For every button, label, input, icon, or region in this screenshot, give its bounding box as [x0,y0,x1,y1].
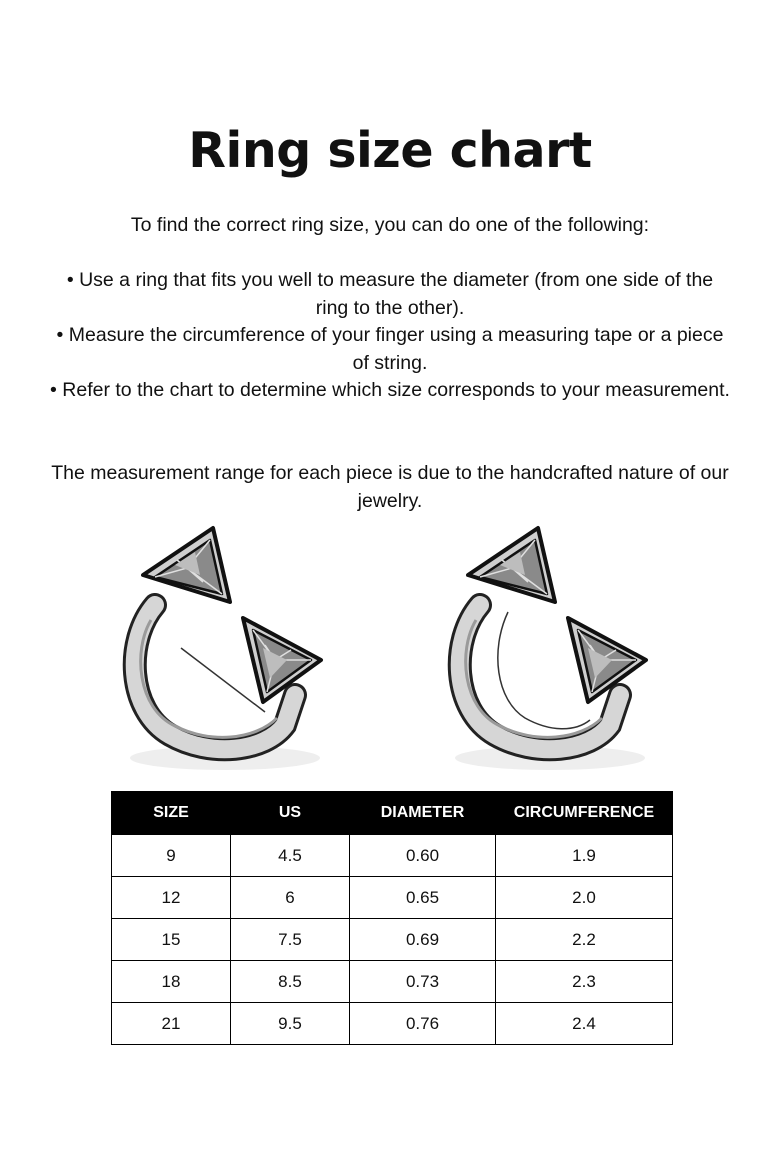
us-cell: 4.5 [231,835,350,877]
circumference-cell: 2.4 [496,1003,673,1045]
diameter-cell: 0.65 [350,877,496,919]
open-ring-circumference-icon [440,520,670,780]
size-cell: 15 [112,919,231,961]
diameter-cell: 0.73 [350,961,496,1003]
page-title: Ring size chart [188,122,592,179]
open-ring-diameter-icon [115,520,345,780]
instruction-item: • Use a ring that fits you well to measure the diameter (from one side of the ring to the other). [66,269,714,319]
instruction-item: • Refer to the chart to determine which size corresponds to your measurement. [50,379,730,401]
diameter-cell: 0.60 [350,835,496,877]
diameter-cell: 0.76 [350,1003,496,1045]
column-header-circumference: CIRCUMFERENCE [496,792,673,835]
note-text: The measurement range for each piece is due to the handcrafted nature of our jewelry. [51,462,729,512]
size-cell: 18 [112,961,231,1003]
table-row [112,835,673,877]
instructions-list [50,267,730,405]
us-cell: 6 [231,877,350,919]
column-header-us: US [231,792,350,835]
circumference-cell: 2.0 [496,877,673,919]
ring-size-table [111,791,673,1045]
table-row [112,877,673,919]
size-cell: 21 [112,1003,231,1045]
size-cell: 9 [112,835,231,877]
circumference-cell: 2.2 [496,919,673,961]
circumference-cell: 2.3 [496,961,673,1003]
size-cell: 12 [112,877,231,919]
column-header-diameter: DIAMETER [350,792,496,835]
table-row [112,1003,673,1045]
column-header-size: SIZE [112,792,231,835]
table-row [112,961,673,1003]
instruction-item: • Measure the circumference of your finger using a measuring tape or a piece of string. [56,324,724,374]
us-cell: 9.5 [231,1003,350,1045]
table-row [112,919,673,961]
table-header-row [112,792,673,835]
intro-text: To find the correct ring size, you can do one of the following: [130,214,650,236]
us-cell: 8.5 [231,961,350,1003]
us-cell: 7.5 [231,919,350,961]
circumference-cell: 1.9 [496,835,673,877]
diameter-cell: 0.69 [350,919,496,961]
